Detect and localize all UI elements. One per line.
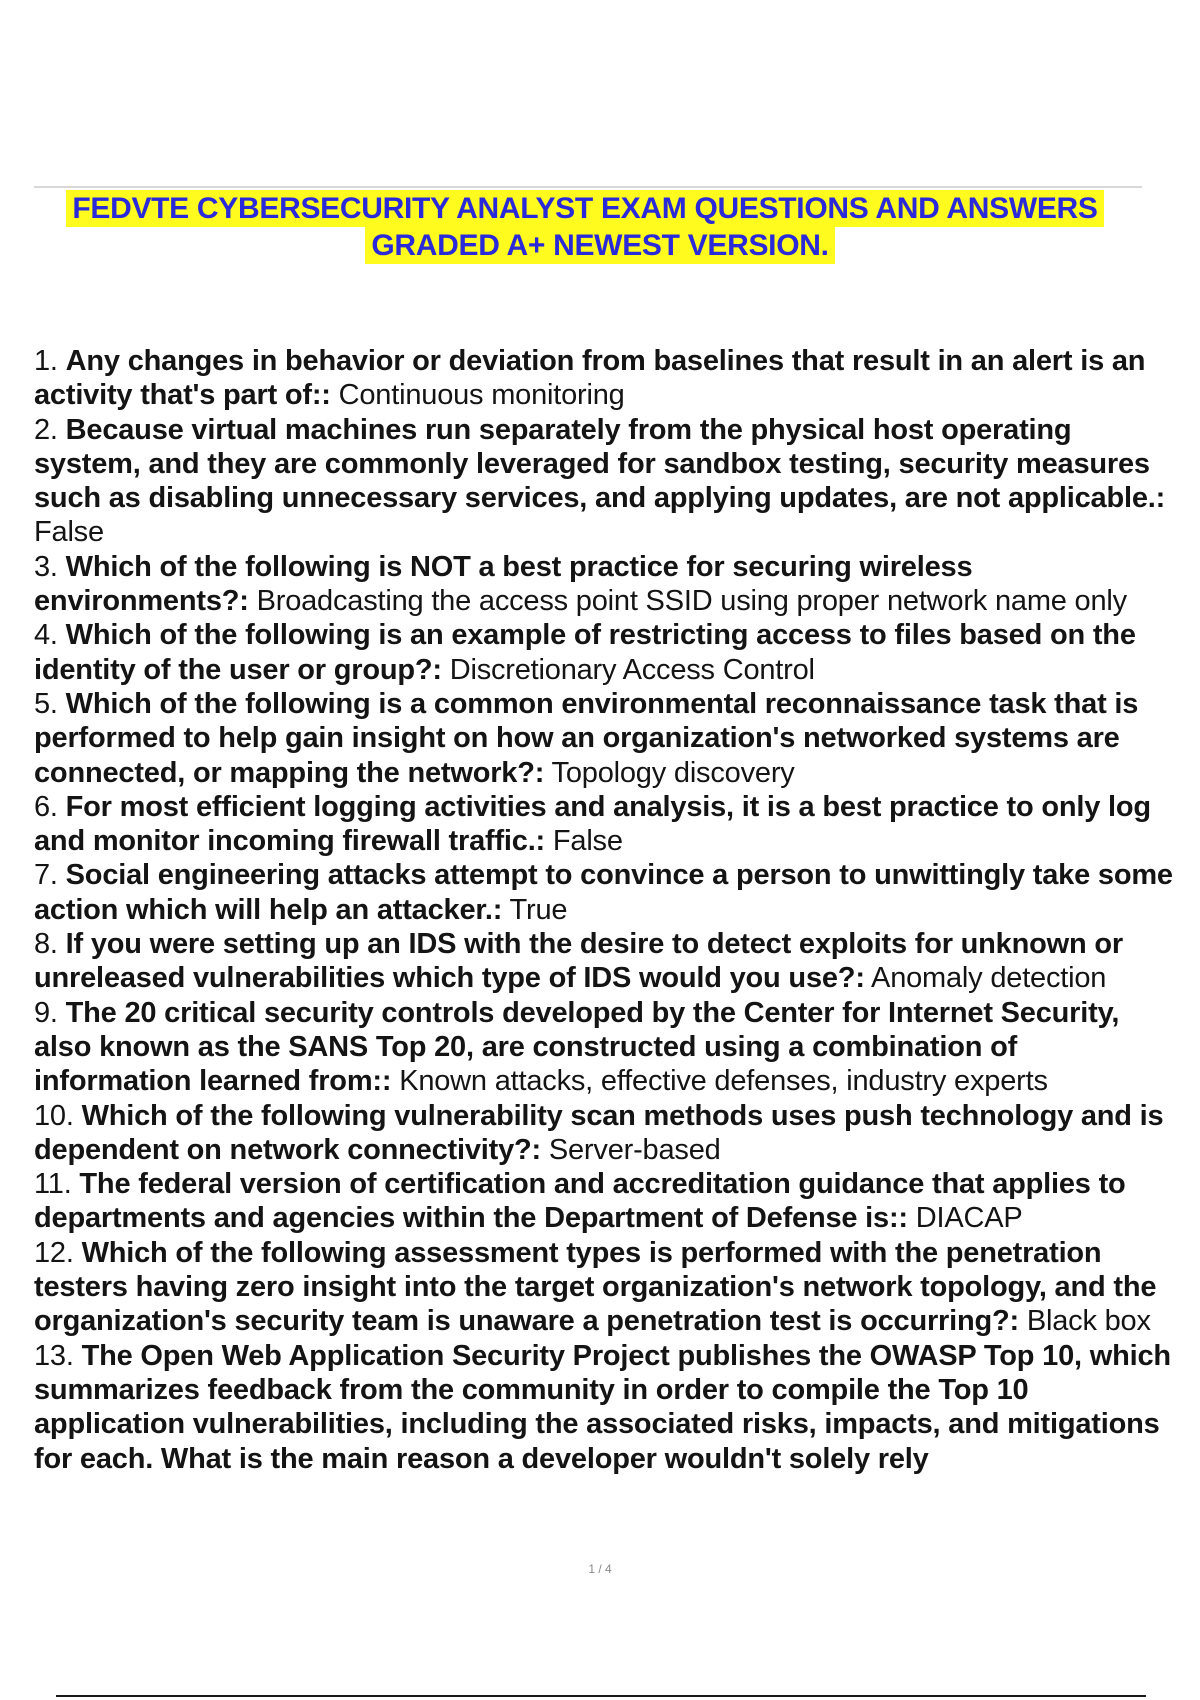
question-text: The 20 critical security controls developed by the Center for Internet Security, also known as the SANS Top 20, are constructed using a combination of information learned from:: [34,996,1120,1098]
item-number: 11. [34,1168,72,1201]
qa-item [34,996,1174,1099]
answer-text: Server-based [548,1133,721,1166]
answer-text: DIACAP [915,1202,1023,1235]
question-text: The federal version of certification and accreditation guidance that applies to departments and agencies within the Department of Defense is:: [34,1168,1126,1235]
item-number: 12. [34,1236,74,1269]
qa-item [34,1099,1174,1168]
question-text: Which of the following is NOT a best practice for securing wireless environments?: [34,550,973,618]
qa-item [34,790,1174,859]
page-number: 1 / 4 [588,1562,612,1576]
answer-text: Black box [1026,1305,1151,1338]
question-answer-list [34,344,1174,1476]
answer-text: Discretionary Access Control [449,653,815,686]
item-number: 10. [34,1099,74,1132]
question-text: Which of the following vulnerability scan methods uses push technology and is dependent on network connectivity?: [34,1099,1164,1166]
answer-text: Topology discovery [551,756,795,789]
item-number: 8. [34,928,58,961]
question-text: The Open Web Application Security Project publishes the OWASP Top 10, which summarizes feedback from the community in order to compile the Top 10 application vulnerabilities, including the associated risks, impacts, and mitigations for each. What is the main reason a developer wouldn't solely rely [34,1339,1171,1475]
qa-item [34,1236,1174,1339]
question-text: Which of the following assessment types is performed with the penetration testers having zero insight into the target organization's network topology, and the organization's security team is unaware a penetration test is occurring?: [34,1236,1157,1338]
answer-text: Anomaly detection [871,962,1107,995]
answer-text: False [552,825,623,858]
top-divider [34,186,1142,188]
question-text: Social engineering attacks attempt to convince a person to unwittingly take some action which will help an attacker.: [34,859,1173,926]
title-line-1: FEDVTE CYBERSECURITY ANALYST EXAM QUESTIONS AND ANSWERS [66,190,1103,227]
qa-item [34,1339,1174,1476]
question-text: Any changes in behavior or deviation from baselines that result in an alert is an activity that's part of:: [34,345,1146,412]
qa-item [34,927,1174,996]
question-text: If you were setting up an IDS with the desire to detect exploits for unknown or unreleased vulnerabilities which type of IDS would you use?: [34,928,1123,995]
item-number: 4. [34,619,58,652]
question-text: Which of the following is an example of restricting access to files based on the identity of the user or group?: [34,619,1136,686]
item-number: 7. [34,859,58,892]
item-number: 5. [34,687,58,720]
qa-item [34,858,1174,927]
answer-text: Broadcasting the access point SSID using proper network name only [256,585,1127,618]
answer-text: Continuous monitoring [338,379,625,412]
answer-text: True [509,893,568,926]
qa-item [34,550,1174,619]
qa-item [34,687,1174,790]
qa-item [34,618,1174,687]
item-number: 2. [34,413,58,446]
item-number: 13. [34,1339,74,1372]
question-text: Which of the following is a common environmental reconnaissance task that is performed to help gain insight on how an organization's networked systems are connected, or mapping the network?: [34,687,1139,789]
qa-item [34,1167,1174,1236]
item-number: 6. [34,790,58,823]
bottom-divider [56,1695,1146,1697]
answer-text: False [34,516,104,549]
answer-text: Known attacks, effective defenses, industry experts [399,1065,1048,1098]
qa-item [34,413,1174,550]
item-number: 1. [34,345,58,377]
item-number: 9. [34,996,58,1029]
question-text: For most efficient logging activities and analysis, it is a best practice to only log and monitor incoming firewall traffic.: [34,790,1151,858]
title-line-2: GRADED A+ NEWEST VERSION. [365,227,834,264]
qa-item [34,344,1174,413]
item-number: 3. [34,550,58,583]
question-text: Because virtual machines run separately from the physical host operating system, and they are commonly leveraged for sandbox testing, security measures such as disabling unnecessary services, and applying updates, are not applicable.: [34,413,1166,515]
document-title [30,190,1170,264]
